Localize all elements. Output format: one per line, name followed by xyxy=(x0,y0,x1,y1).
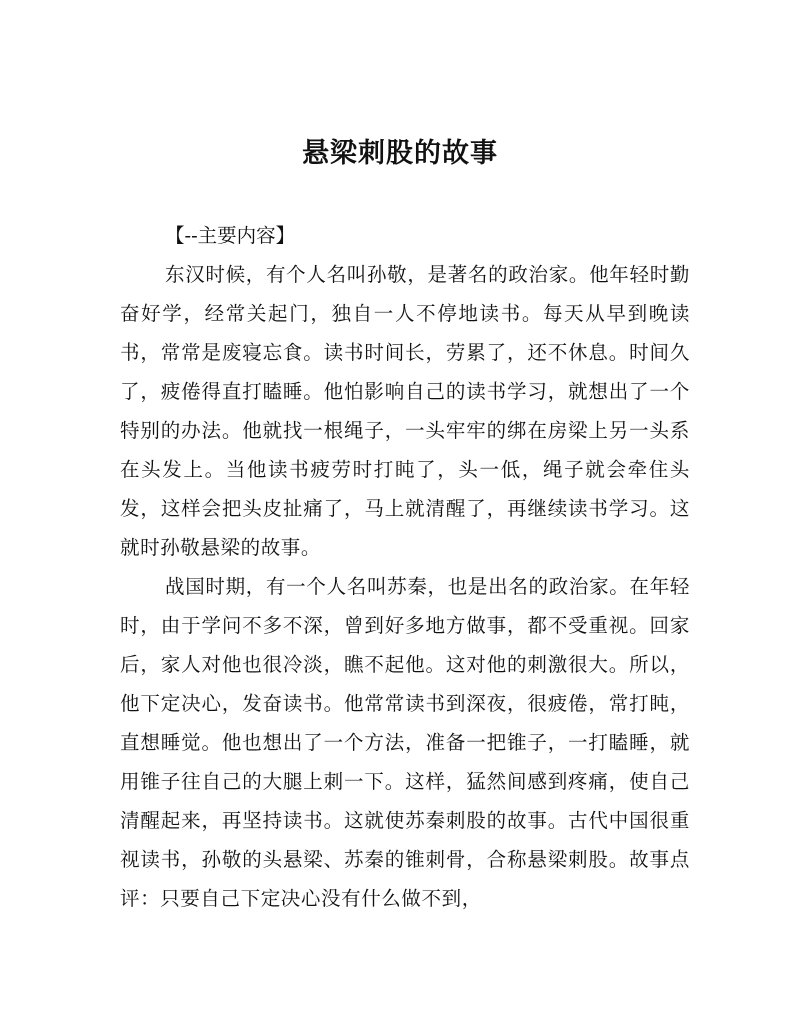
paragraph-su-qin: 战国时期，有一个人名叫苏秦，也是出名的政治家。在年轻时，由于学问不多不深，曾到好多地方做事，都不受重视。回家后，家人对他也很冷淡，瞧不起他。这对他的刺激很大。所以，他下定决心，发奋读书。他常常读书到深夜，很疲倦，常打盹，直想睡觉。他也想出了一个方法，准备一把锥子，一打瞌睡，就用锥子往自己的大腿上刺一下。这样，猛然间感到疼痛，使自己清醒起来，再坚持读书。这就使苏秦刺股的故事。古代中国很重视读书，孙敬的头悬梁、苏秦的锥刺骨，合称悬梁刺股。故事点评：只要自己下定决心没有什么做不到， xyxy=(120,575,690,910)
document-body xyxy=(120,216,690,918)
section-label: 【--主要内容】 xyxy=(165,224,296,247)
paragraph-sun-jing: 东汉时候，有个人名叫孙敬，是著名的政治家。他年轻时勤奋好学，经常关起门，独自一人不停地读书。每天从早到晚读书，常常是废寝忘食。读书时间长，劳累了，还不休息。时间久了，疲倦得直打瞌睡。他怕影响自己的读书学习，就想出了一个特别的办法。他就找一根绳子，一头牢牢的绑在房梁上另一头系在头发上。当他读书疲劳时打盹了，头一低，绳子就会牵住头发，这样会把头皮扯痛了，马上就清醒了，再继续读书学习。这就时孙敬悬梁的故事。 xyxy=(120,263,690,559)
page-title: 悬梁刺股的故事 xyxy=(302,138,498,169)
